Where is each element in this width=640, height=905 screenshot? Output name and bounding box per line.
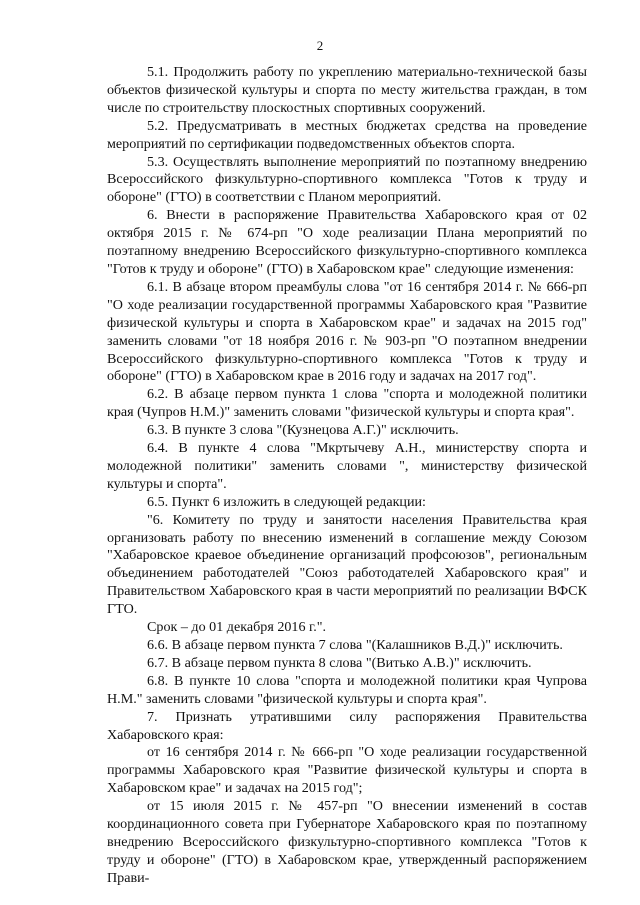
paragraph-6-5: 6.5. Пункт 6 изложить в следующей редакции: — [147, 493, 426, 510]
paragraph-repeal-666: от 16 сентября 2014 г. № 666-рп "О ходе реализации государственной программы Хабаровского края "Развитие физической культуры и спорта в Хабаровском крае" и задачах на 2015 год"; — [107, 744, 587, 797]
paragraph-6-1: 6.1. В абзаце втором преамбулы слова "от 16 сентября 2014 г. № 666-рп "О ходе реализации государственной программы Хабаровского края "Развитие физической культуры и спорта в Хабаровском крае" и задачах на 2015 год" заменить словами "от 18 ноября 2016 г. № 903-рп "О поэтапном внедрении Всероссийского физкультурно-спортивного комплекса "Готов к труду и обороне" (ГТО) в Хабаровском крае в 2016 году и задачах на 2017 год". — [107, 278, 587, 385]
page-number: 2 — [316, 38, 324, 53]
paragraph-7: 7. Признать утратившими силу распоряжения Правительства Хабаровского края: — [107, 708, 587, 743]
paragraph-deadline: Срок – до 01 декабря 2016 г.". — [147, 619, 327, 636]
paragraph-6: 6. Внести в распоряжение Правительства Хабаровского края от 02 октября 2015 г. № 674-рп "О ходе реализации Плана мероприятий по поэтапному внедрению Всероссийского физкультурно-спортивного комплекса "Готов к труду и обороне" (ГТО) в Хабаровском крае" следующие изменения: — [107, 207, 587, 277]
paragraph-repeal-457: от 15 июля 2015 г. № 457-рп "О внесении изменений в состав координационного совета при Губернаторе Хабаровского края по поэтапному внедрению Всероссийского физкультурно-спортивного комплекса "Готов к труду и обороне" (ГТО) в Хабаровском крае, утвержденный распоряжением Прави- — [107, 798, 587, 886]
paragraph-5-3: 5.3. Осуществлять выполнение мероприятий по поэтапному внедрению Всероссийского физкультурно-спортивного комплекса "Готов к труду и обороне" (ГТО) в соответствии с Планом мероприятий. — [107, 153, 587, 206]
paragraph-6-2: 6.2. В абзаце первом пункта 1 слова "спорта и молодежной политики края (Чупров Н.М.)" заменить словами "физической культуры и спорта края". — [107, 386, 587, 421]
paragraph-6-7: 6.7. В абзаце первом пункта 8 слова "(Витько А.В.)" исключить. — [147, 654, 532, 671]
document-body — [107, 64, 587, 888]
paragraph-6-6: 6.6. В абзаце первом пункта 7 слова "(Калашников В.Д.)" исключить. — [147, 637, 563, 653]
paragraph-6-4: 6.4. В пункте 4 слова "Мкртычеву А.Н., министерству спорта и молодежной политики" заменить словами ", министерству физической культуры и спорта". — [107, 440, 587, 492]
paragraph-5-2: 5.2. Предусматривать в местных бюджетах средства на проведение мероприятий по сертификации подведомственных объектов спорта. — [107, 117, 587, 152]
paragraph-quoted-item-6: "6. Комитету по труду и занятости населения Правительства края организовать работу по внесению изменений в соглашение между Союзом "Хабаровское краевое объединение организаций профсоюзов", региональным объединением работодателей "Союз работодателей Хабаровского края" и Правительством Хабаровского края в части мероприятий по реализации ВФСК ГТО. — [107, 511, 587, 618]
paragraph-6-3: 6.3. В пункте 3 слова "(Кузнецова А.Г.)" исключить. — [147, 422, 459, 439]
paragraph-5-1: 5.1. Продолжить работу по укреплению материально-технической базы объектов физической культуры и спорта по месту жительства граждан, в том числе по строительству плоскостных спортивных сооружений. — [107, 64, 587, 116]
paragraph-6-8: 6.8. В пункте 10 слова "спорта и молодежной политики края Чупрова Н.М." заменить словами "физической культуры и спорта края". — [107, 672, 587, 707]
